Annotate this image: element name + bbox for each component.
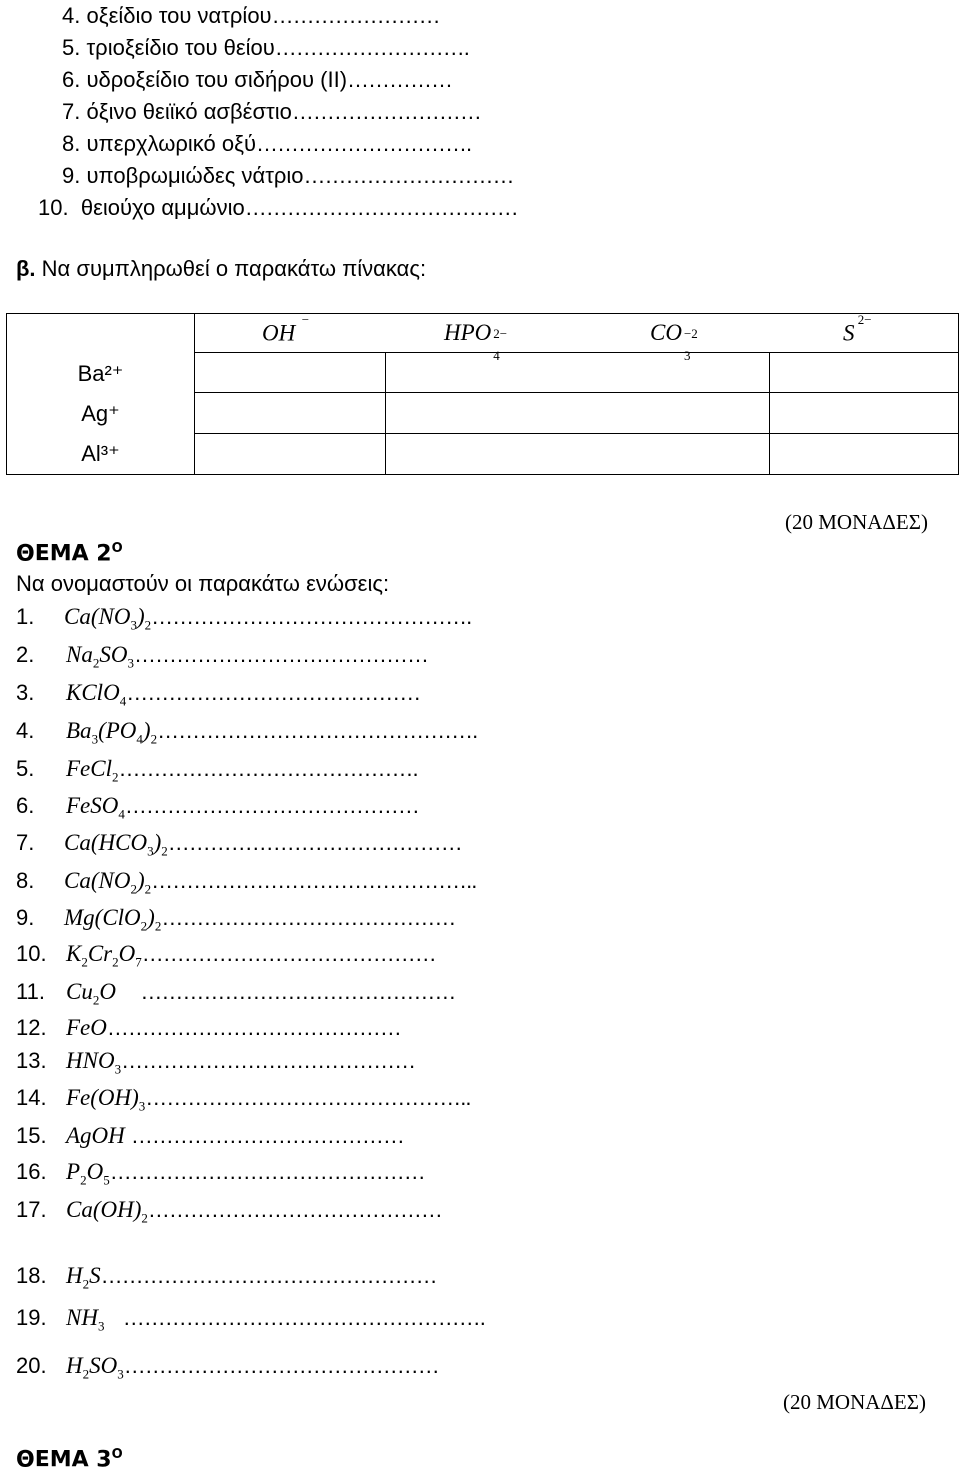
compound-item: 6. FeSO$_4$…………………………………… <box>16 793 419 822</box>
table-cell[interactable] <box>386 393 770 434</box>
table-cell[interactable] <box>386 434 770 475</box>
table-cell[interactable] <box>195 393 386 434</box>
anion-co3: CO −2 3 <box>650 320 698 363</box>
table-cell[interactable] <box>386 352 770 393</box>
list-item: 7. όξινο θειϊκό ασβέστιο……………………… <box>62 99 481 124</box>
anion-oh: OH − <box>262 312 310 346</box>
anion-s: S $^{2-}$ <box>843 312 872 346</box>
list-item: 6. υδροξείδιο του σιδήρου (ΙΙ)…………… <box>62 67 453 92</box>
compound-item: 11. $Cu_2O$ ……………………………………… <box>16 979 456 1008</box>
compound-item: 18. $H_2S\dots\dots\dots\dots\dots\dots\dots\dots\dots\dots\dots\dots\dots\dots\dots\dots$ <box>16 1263 437 1292</box>
list-item: 4. οξείδιο του νατρίου…………………… <box>62 3 440 28</box>
section-b-instruction <box>16 258 426 280</box>
theme-3-title: ΘΕΜΑ $3^O$ <box>16 1447 123 1472</box>
table-cell[interactable] <box>195 352 386 393</box>
section-text: Να συμπληρωθεί ο παρακάτω πίνακας: <box>41 256 427 281</box>
compound-item: 3. KClO$_4$…………………………………… <box>16 680 421 709</box>
compound-item: 5. FeCl$_2$……………………………………. <box>16 756 418 785</box>
compound-item: 15. AgOH ………………………………… <box>16 1123 404 1148</box>
compound-item: 12. FeO…………………………………… <box>16 1015 401 1040</box>
cation-column <box>7 314 195 475</box>
compound-item: 2. $Na_2SO_3\dots\dots\dots\dots\dots\dots\dots\dots\dots\dots\dots\dots\dots\dots$ <box>16 642 428 671</box>
compound-item: 19. $NH_3$ ……………………………………………. <box>16 1305 485 1334</box>
theme-2-instruction: Να ονομαστούν οι παρακάτω ενώσεις: <box>16 571 390 596</box>
compound-item: 17. $Ca(OH)_2\dots\dots\dots\dots\dots\dots\dots\dots\dots\dots\dots\dots\dots\dots$ <box>16 1197 442 1226</box>
compound-item: 7. $Ca(HCO_3)_2\dots\dots\dots\dots\dots\dots\dots\dots\dots\dots\dots\dots\dots\dots$ <box>16 830 462 859</box>
table-cell[interactable] <box>770 434 959 475</box>
compound-item: 13. $HNO_3\dots\dots\dots\dots\dots\dots\dots\dots\dots\dots\dots\dots\dots\dots$ <box>16 1048 416 1077</box>
points-label: (20 ΜΟΝΑΔΕΣ) <box>783 1390 926 1414</box>
table-cell[interactable] <box>195 434 386 475</box>
table-cell[interactable] <box>770 352 959 393</box>
list-item: 5. τριοξείδιο του θείου………………………. <box>62 35 469 60</box>
list-item: 10. θειούχο αμμώνιο………………………………… <box>38 195 518 220</box>
compound-item: 4. $Ba_3(PO_4)_2\dots\dots\dots\dots\dots\dots\dots\dots\dots\dots\dots\dots\dots\dots\dots$. <box>16 718 478 747</box>
section-label: β. <box>16 256 36 281</box>
points-label: (20 ΜΟΝΑΔΕΣ) <box>785 510 928 534</box>
compound-item: 8. $Ca(NO_2)_2\dots\dots\dots\dots\dots\dots\dots\dots\dots\dots\dots\dots\dots\dots\dots$.. <box>16 868 477 897</box>
theme-2-title: ΘΕΜΑ $2^O$ <box>16 541 123 567</box>
compound-item: 1. $Ca(NO_3)_2\dots\dots\dots\dots\dots\dots\dots\dots\dots\dots\dots\dots\dots\dots\dots$. <box>16 604 472 633</box>
compound-item: 16. $P_2O_5\dots\dots\dots\dots\dots\dots\dots\dots\dots\dots\dots\dots\dots\dots\dots$ <box>16 1159 425 1188</box>
list-item: 8. υπερχλωρικό οξύ…………………………. <box>62 131 472 156</box>
cation-al: Al³⁺ <box>81 441 120 466</box>
cation-ag: Ag⁺ <box>81 401 120 426</box>
compound-item: 9. $Mg(ClO_2)_2\dots\dots\dots\dots\dots\dots\dots\dots\dots\dots\dots\dots\dots\dots$ <box>16 905 456 934</box>
list-item: 9. υποβρωμιώδες νάτριο………………………… <box>62 163 514 188</box>
cation-ba: Ba²⁺ <box>77 361 124 386</box>
compound-item: 14. $Fe(OH)_3\dots\dots\dots\dots\dots\dots\dots\dots\dots\dots\dots\dots\dots\dots\dots$.. <box>16 1085 471 1114</box>
compound-item: 20. $H_2SO_3\dots\dots\dots\dots\dots\dots\dots\dots\dots\dots\dots\dots\dots\dots\dots$ <box>16 1353 439 1382</box>
anion-hpo4: HPO 2− 4 <box>444 320 508 363</box>
table-cell[interactable] <box>770 393 959 434</box>
compound-item: 10. $K_2Cr_2O_7\dots\dots\dots\dots\dots\dots\dots\dots\dots\dots\dots\dots\dots\dots$ <box>16 941 436 970</box>
